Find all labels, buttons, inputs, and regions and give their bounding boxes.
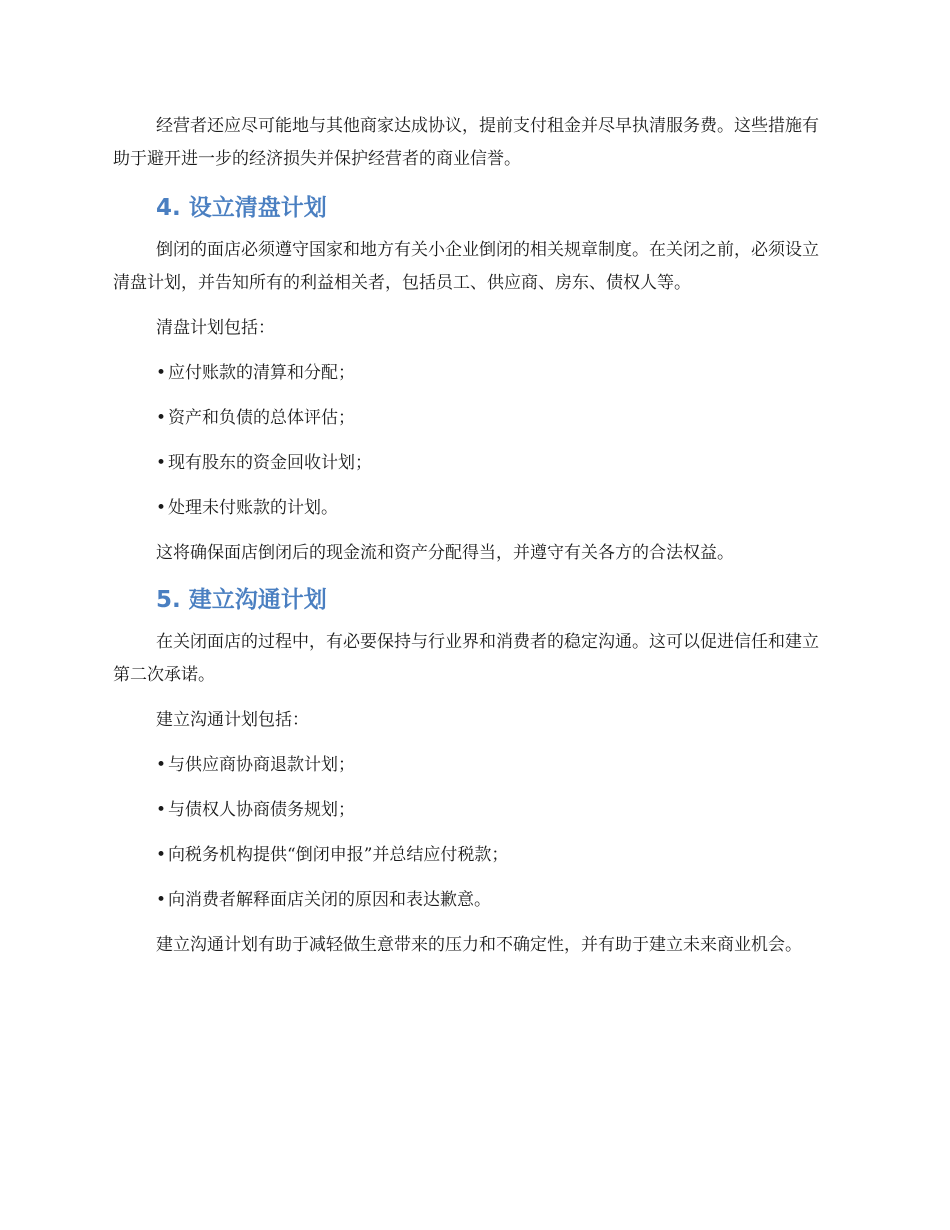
intro-paragraph: 经营者还应尽可能地与其他商家达成协议，提前支付租金并尽早执清服务费。这些措施有助于避开进一步的经济损失并保护经营者的商业信誉。 (113, 116, 819, 169)
list-item-text: 向消费者解释面店关闭的原因和表达歉意。 (168, 890, 491, 910)
list-item (113, 839, 827, 872)
list-item (113, 447, 827, 480)
list-item (113, 749, 827, 782)
section-4-paragraph: 倒闭的面店必须遵守国家和地方有关小企业倒闭的相关规章制度。在关闭之前，必须设立清盘计划，并告知所有的利益相关者，包括员工、供应商、房东、债权人等。 (113, 240, 819, 293)
list-item-text: 处理未付账款的计划。 (168, 498, 338, 518)
list-item (113, 402, 827, 435)
list-item-text: 资产和负债的总体评估； (168, 408, 355, 428)
list-item-text: 向税务机构提供“倒闭申报”并总结应付税款； (168, 845, 509, 865)
bullet-dot: • (156, 453, 167, 473)
section-5-conclusion: 建立沟通计划有助于减轻做生意带来的压力和不确定性，并有助于建立未来商业机会。 (156, 935, 802, 955)
bullet-dot: • (156, 363, 167, 383)
list-item (113, 884, 827, 917)
section-4-list-intro: 清盘计划包括： (156, 318, 275, 338)
list-item (113, 357, 827, 390)
list-item-text: 与供应商协商退款计划； (168, 755, 355, 775)
list-item-text: 现有股东的资金回收计划； (168, 453, 372, 473)
bullet-dot: • (156, 408, 167, 428)
section-5-list-intro: 建立沟通计划包括： (156, 710, 309, 730)
section-5-paragraph: 在关闭面店的过程中，有必要保持与行业界和消费者的稳定沟通。这可以促进信任和建立第二次承诺。 (113, 632, 819, 685)
bullet-dot: • (156, 800, 167, 820)
bullet-dot: • (156, 890, 167, 910)
section-4-conclusion: 这将确保面店倒闭后的现金流和资产分配得当，并遵守有关各方的合法权益。 (156, 543, 734, 563)
document-page (113, 110, 827, 972)
list-item-text: 应付账款的清算和分配； (168, 363, 355, 383)
list-item-text: 与债权人协商债务规划； (168, 800, 355, 820)
bullet-dot: • (156, 845, 167, 865)
list-item (113, 794, 827, 827)
section-4-heading: 4. 设立清盘计划 (156, 195, 327, 221)
bullet-dot: • (156, 498, 167, 518)
list-item (113, 492, 827, 525)
section-5-heading: 5. 建立沟通计划 (156, 587, 327, 613)
bullet-dot: • (156, 755, 167, 775)
